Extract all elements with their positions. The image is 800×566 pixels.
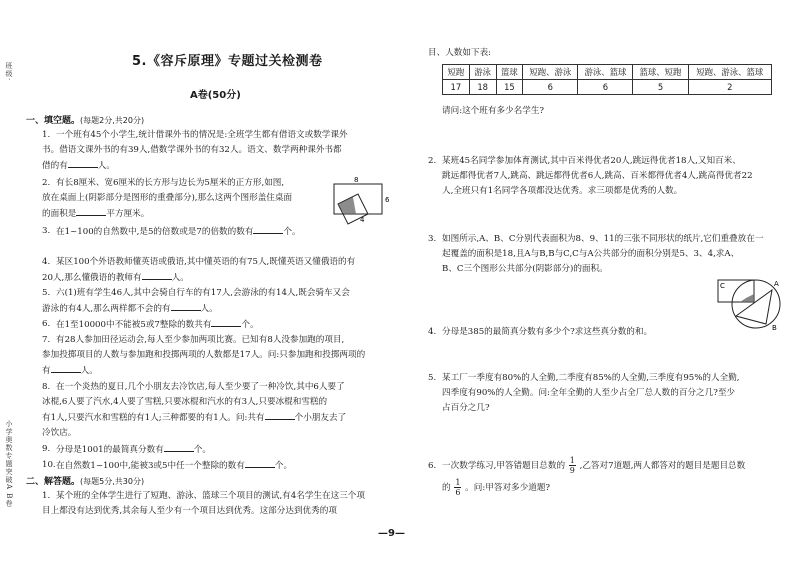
question-line: 目上都没有达到优秀,其余每人至少有一个项目达到优秀。这部分达到优秀的项 <box>42 506 337 516</box>
fill-question-4 <box>42 255 401 286</box>
question-tail: 人。 <box>80 366 98 376</box>
answer-blank[interactable] <box>164 442 194 452</box>
question-line: 分母是1001的最简真分数有 <box>56 445 164 455</box>
table-value-row <box>443 80 772 95</box>
question-line: 占百分之几? <box>442 403 490 413</box>
question-line: 分母是385的最简真分数有多少个?求这些真分数的和。 <box>442 327 653 337</box>
answer-question-6 <box>428 455 782 499</box>
question-number: 3. <box>42 226 51 236</box>
fill-question-2 <box>42 176 346 222</box>
question-tail: 个小朋友去了 <box>294 413 347 423</box>
answer-question-2 <box>428 154 782 199</box>
question-line: 一个班有45个小学生,统计借课外书的情况是:全班学生都有借语文或数学课外 <box>56 130 348 140</box>
question-line: 冰棍,6人要了汽水,4人要了雪糕,只要冰棍和汽水的有3人,只要冰棍和雪糕的 <box>42 397 328 407</box>
question-line: 某区100个外语教师懂英语或俄语,其中懂英语的有75人,既懂英语又懂俄语的有 <box>56 257 356 267</box>
question-line: ,乙答对7道题,两人都答对的题目是题目总数 <box>579 461 746 471</box>
answer-blank[interactable] <box>142 270 172 280</box>
table-intro: 目、人数如下表: <box>428 48 492 58</box>
question-line: 起覆盖的面积是18,且A与B,B与C,C与A公共部分的面积分别是5、3、4,求A、 <box>442 249 740 259</box>
question-number: 8. <box>42 382 51 392</box>
question-number: 5. <box>428 373 437 383</box>
fraction-denominator: 6 <box>455 488 461 497</box>
fill-question-7 <box>42 333 401 379</box>
question-line: 。问:甲答对多少道题? <box>465 483 551 493</box>
question-line: 有长8厘米、宽6厘米的长方形与边长为5厘米的正方形,如图, <box>56 178 285 188</box>
question-line: 借的有 <box>42 161 68 171</box>
answer-blank[interactable] <box>76 206 106 216</box>
fill-question-1 <box>42 128 401 174</box>
question-line: 在1~100的自然数中,是5的倍数或是7的倍数的数有 <box>56 227 254 237</box>
table-question: 请问:这个班有多少名学生? <box>442 106 545 116</box>
question-line: 在1至10000中不能被5或7整除的数共有 <box>56 320 212 330</box>
table-cell: 6 <box>578 80 633 95</box>
gutter-class-label: 班级· <box>5 62 13 82</box>
answer-blank[interactable] <box>68 158 98 168</box>
question-tail: 人。 <box>97 161 115 171</box>
question-number: 4. <box>42 257 51 267</box>
table-header-row <box>443 65 772 80</box>
table-cell: 18 <box>469 80 496 95</box>
figure-label-a: A <box>774 280 779 288</box>
binding-gutter <box>0 0 20 566</box>
question-line: 参加投掷项目的人数与参加跑和投掷两项的人数都是17人。问:只参加跑和投掷两项的 <box>42 350 366 360</box>
answer-blank[interactable] <box>171 301 201 311</box>
answer-question-5 <box>428 371 782 416</box>
table-header-cell: 游泳 <box>469 65 496 80</box>
question-line: 某班45名同学参加体育测试,其中百米得优者20人,跳远得优者18人,又知百米、 <box>442 156 741 166</box>
question-line: 某工厂一季度有80%的人全勤,二季度有85%的人全勤,三季度有95%的人全勤, <box>442 373 740 383</box>
table-header-cell: 短跑、游泳 <box>523 65 578 80</box>
answer-blank[interactable] <box>245 458 275 468</box>
question-tail: 个。 <box>274 461 293 471</box>
question-line: 的面积是 <box>42 209 77 219</box>
question-number: 10. <box>42 460 56 470</box>
figure-label-4: 4 <box>360 216 365 224</box>
fraction-numerator: 1 <box>569 456 575 465</box>
question-line: 书。借语文课外书的有39人,借数学课外书的有32人。语文、数学两种课外书都 <box>42 145 342 155</box>
question-line: 六(1)班有学生46人,其中会骑自行车的有17人,会游泳的有14人,既会骑车又会 <box>56 288 350 298</box>
figure-label-8: 8 <box>354 176 359 184</box>
table-cell: 15 <box>496 80 523 95</box>
question-line: 在自然数1~100中,能被3或5中任一个整除的数有 <box>56 461 245 471</box>
question-number: 1. <box>42 491 51 501</box>
question-line: 20人,那么懂俄语的教师有 <box>42 273 142 283</box>
fill-question-8 <box>42 380 401 441</box>
fill-question-3 <box>42 224 401 240</box>
question-number: 6. <box>428 461 437 471</box>
question-number: 3. <box>428 234 437 244</box>
fill-question-10 <box>42 458 401 474</box>
question-number: 7. <box>42 335 51 345</box>
question-number: 5. <box>42 288 51 298</box>
table-cell: 2 <box>688 80 771 95</box>
figure-label-6: 6 <box>385 196 390 204</box>
question-line: 冷饮店。 <box>42 428 77 438</box>
answer-question-4 <box>428 325 712 340</box>
question-tail: 人。 <box>171 273 189 283</box>
fraction-denominator: 9 <box>569 466 575 475</box>
question-number: 4. <box>428 327 437 337</box>
table-cell: 6 <box>523 80 578 95</box>
section1-note: (每题2分,共20分) <box>80 116 145 125</box>
figure-label-c: C <box>720 282 725 290</box>
answer-blank[interactable] <box>51 363 81 373</box>
question-line: 有1人,只要汽水和雪糕的有1人;三种都要的有1人。问:共有 <box>42 413 265 423</box>
page-title: 5.《容斥原理》专题过关检测卷 <box>132 54 323 69</box>
question-tail: 个。 <box>193 445 212 455</box>
gutter-book-label: 小学奥数专题突破A B卷 <box>5 420 13 508</box>
question-line: 的 <box>442 483 451 493</box>
section1-title: 一、填空题。 <box>26 116 81 126</box>
table-header-cell: 游泳、篮球 <box>578 65 633 80</box>
question-line: 一次数学练习,甲答错题目总数的 <box>442 461 566 471</box>
fill-question-5 <box>42 286 401 317</box>
question-number: 9. <box>42 444 51 454</box>
question-line: 放在桌面上(阴影部分是图形的重叠部分),那么这两个图形盖住桌面 <box>42 193 293 203</box>
question-tail: 平方厘米。 <box>106 209 150 219</box>
table-header-cell: 篮球 <box>496 65 523 80</box>
question-number: 2. <box>428 156 437 166</box>
question-line: 有 <box>42 366 51 376</box>
question-line: 有28人参加田径运动会,每人至少参加两项比赛。已知有8人没参加跑的项目, <box>56 335 345 345</box>
answer-question-1 <box>42 489 401 519</box>
question-line: 在一个炎热的夏日,几个小朋友去冷饮店,每人至少要了一种冷饮,其中6人要了 <box>56 382 345 392</box>
section1-heading <box>26 113 144 126</box>
figure-label-b: B <box>772 324 777 332</box>
question-line: 四季度有90%的人全勤。问:全年全勤的人至少占全厂总人数的百分之几?至少 <box>442 388 736 398</box>
table-cell: 17 <box>443 80 470 95</box>
question-line: 人,全班只有1名同学各项都没达优秀。求三项都是优秀的人数。 <box>442 186 683 196</box>
question-tail: 个。 <box>283 227 301 237</box>
page-number: —9— <box>378 528 405 539</box>
section-subtitle: A卷(50分) <box>190 90 241 101</box>
answer-blank[interactable] <box>211 317 241 327</box>
question-tail: 个。 <box>241 320 259 330</box>
table-header-cell: 短跑、游泳、篮球 <box>688 65 771 80</box>
question-number: 6. <box>42 319 51 329</box>
fill-question-6 <box>42 317 401 333</box>
question-line: B、C三个图形公共部分(阴影部分)的面积。 <box>442 264 608 274</box>
fraction-one-ninth <box>569 456 576 475</box>
table-header-cell: 篮球、短跑 <box>633 65 688 80</box>
question-number: 1. <box>42 130 51 140</box>
table-cell: 5 <box>633 80 688 95</box>
question-line: 如图所示,A、B、C分别代表面积为8、9、11的三张不同形状的纸片,它们重叠放在一 <box>442 234 764 244</box>
results-table <box>442 64 772 95</box>
overlap-figure <box>710 272 782 334</box>
table-header-cell: 短跑 <box>443 65 470 80</box>
section2-heading <box>26 474 144 487</box>
fraction-one-sixth <box>454 478 461 497</box>
answer-blank[interactable] <box>265 410 295 420</box>
question-line: 跳远都得优者7人,跳高、跳远都得优者6人,跳高、百米都得优者4人,跳高得优者22 <box>442 171 753 181</box>
question-tail: 人。 <box>200 304 218 314</box>
question-line: 游泳的有4人,那么两样都不会的有 <box>42 304 171 314</box>
question-line: 某个班的全体学生进行了短跑、游泳、篮球三个项目的测试,有4名学生在这三个项 <box>56 491 365 501</box>
answer-question-3 <box>428 232 782 277</box>
answer-blank[interactable] <box>253 224 283 234</box>
section2-title: 二、解答题。 <box>26 477 81 487</box>
question-number: 2. <box>42 178 51 188</box>
section2-note: (每题5分,共30分) <box>80 477 145 486</box>
fill-question-9 <box>42 442 401 458</box>
fraction-numerator: 1 <box>455 478 461 487</box>
